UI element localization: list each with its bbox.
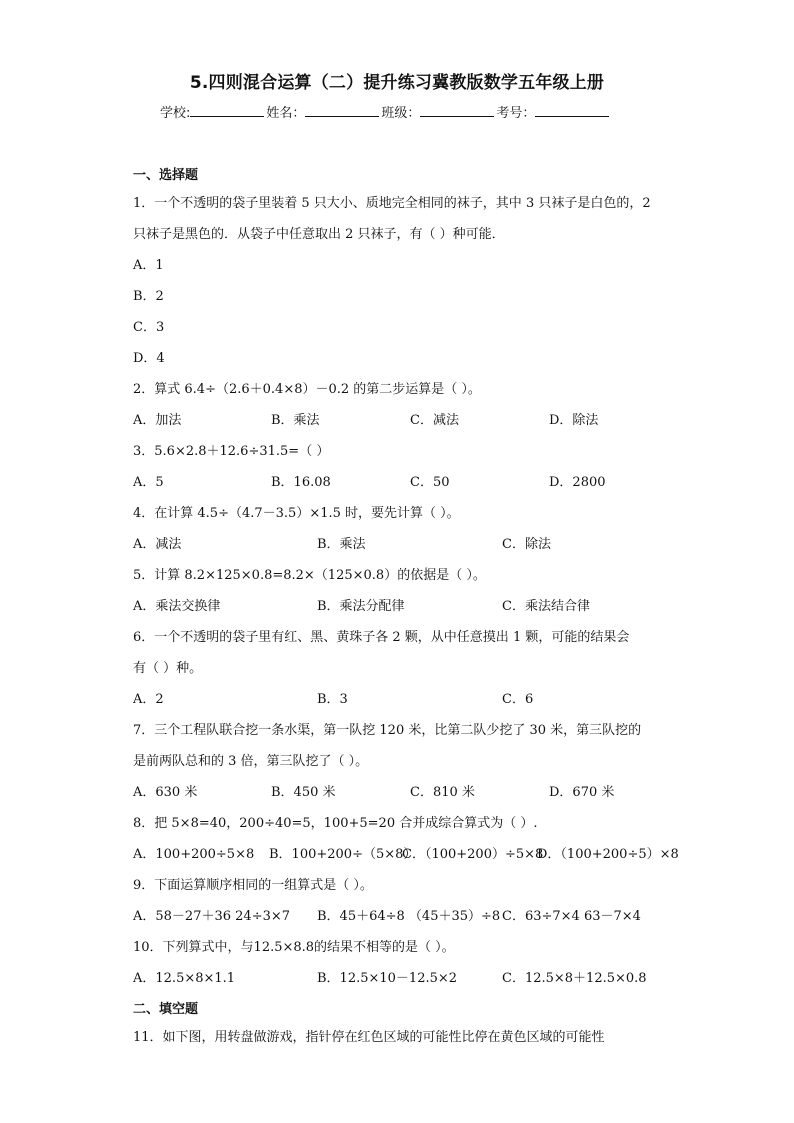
question-3-option-b: B．16.08: [271, 475, 331, 490]
question-4-stem: 4．在计算 4.5÷（4.7－3.5）×1.5 时，要先计算（ ）。: [133, 506, 460, 521]
question-5-option-b: B．乘法分配律: [317, 599, 405, 614]
question-2-option-a: A．加法: [133, 413, 182, 428]
question-5-option-a: A．乘法交换律: [133, 599, 221, 614]
question-1-option-a: A．1: [133, 258, 164, 273]
question-9-option-c: C．63÷7×4 63－7×4: [502, 909, 641, 924]
page-title: 5.四则混合运算（二）提升练习冀教版数学五年级上册: [189, 73, 605, 93]
name-blank[interactable]: [305, 104, 379, 117]
question-6-line-1: 6．一个不透明的袋子里有红、黑、黄珠子各 2 颗，从中任意摸出 1 颗，可能的结果会: [133, 630, 630, 645]
question-1-option-d: D．4: [133, 351, 165, 366]
question-2-option-d: D．除法: [549, 413, 599, 428]
question-7-options: [133, 777, 673, 808]
question-7-option-d: D．670 米: [549, 785, 615, 800]
question-10-option-b: B．12.5×10－12.5×2: [317, 971, 458, 986]
question-10-options: [133, 963, 673, 994]
question-7-line-2: 是前两队总和的 3 倍，第三队挖了（ ）。: [133, 754, 369, 769]
question-7-line-1: 7．三个工程队联合挖一条水渠，第一队挖 120 米，比第二队少挖了 30 米，第三队挖的: [133, 723, 642, 738]
name-label: 姓名：: [266, 106, 306, 121]
question-2-option-c: C．减法: [410, 413, 459, 428]
school-label: 学校:: [160, 106, 191, 121]
question-3-option-a: A．5: [133, 475, 164, 490]
question-1-option-c: C．3: [133, 320, 165, 335]
question-content: [133, 164, 679, 1053]
question-4-option-a: A．减法: [133, 537, 182, 552]
question-1-line-2: 只袜子是黑色的．从袋子中任意取出 2 只袜子，有（ ）种可能．: [133, 227, 505, 242]
question-4-option-b: B．乘法: [317, 537, 366, 552]
question-3-option-d: D．2800: [549, 475, 606, 490]
question-8-option-b: B．100+200÷（5×8）: [269, 847, 417, 862]
question-2-options: [133, 405, 673, 436]
student-info-line: [160, 102, 611, 121]
question-11-stem: 11．如下图，用转盘做游戏，指针停在红色区域的可能性比停在黄色区域的可能性: [133, 1030, 605, 1045]
question-7-option-a: A．630 米: [133, 785, 198, 800]
question-9-stem: 9．下面运算顺序相同的一组算式是（ ）。: [133, 878, 373, 893]
question-10-stem: 10．下列算式中，与12.5×8.8的结果不相等的是（ ）。: [133, 940, 455, 955]
question-4-options: [133, 529, 673, 560]
section-heading-fill-blank: 二、填空题: [133, 1002, 199, 1017]
question-1-line-1: 1．一个不透明的袋子里装着 5 只大小、质地完全相同的袜子，其中 3 只袜子是白色的，2: [133, 196, 651, 211]
question-8-options: [133, 839, 679, 870]
question-7-option-c: C．810 米: [410, 785, 475, 800]
question-4-option-c: C．除法: [502, 537, 551, 552]
question-3-stem: 3．5.6×2.8＋12.6÷31.5=（ ）: [133, 444, 330, 459]
question-5-option-c: C．乘法结合律: [502, 599, 590, 614]
question-5-stem: 5．计算 8.2×125×0.8=8.2×（125×0.8）的依据是（ ）。: [133, 568, 486, 583]
question-10-option-a: A．12.5×8×1.1: [133, 971, 236, 986]
question-8-option-c: C．（100+200）÷5×8: [402, 847, 544, 862]
question-1-option-b: B．2: [133, 289, 164, 304]
question-2-stem: 2．算式 6.4÷（2.6＋0.4×8）－0.2 的第二步运算是（ ）。: [133, 382, 481, 397]
question-9-options: [133, 901, 673, 932]
class-label: 班级：: [381, 106, 421, 121]
question-8-option-a: A．100+200÷5×8: [133, 847, 255, 862]
exam-no-label: 考号：: [496, 106, 536, 121]
question-3-options: [133, 467, 673, 498]
question-3-option-c: C．50: [410, 475, 450, 490]
class-blank[interactable]: [420, 104, 494, 117]
school-blank[interactable]: [190, 104, 264, 117]
question-10-option-c: C．12.5×8＋12.5×0.8: [502, 971, 647, 986]
question-5-options: [133, 591, 673, 622]
question-6-option-a: A．2: [133, 692, 164, 707]
question-6-line-2: 有（ ）种。: [133, 661, 203, 676]
question-6-option-c: C．6: [502, 692, 534, 707]
question-2-option-b: B．乘法: [271, 413, 320, 428]
question-8-stem: 8．把 5×8=40，200÷40=5，100+5=20 合并成综合算式为（ ）.: [133, 816, 538, 831]
question-9-option-a: A．58－27＋36 24÷3×7: [133, 909, 291, 924]
section-heading-choice: 一、选择题: [133, 168, 199, 183]
question-6-option-b: B．3: [317, 692, 348, 707]
exam-no-blank[interactable]: [535, 104, 609, 117]
question-9-option-b: B．45＋64÷8 （45＋35）÷8: [317, 909, 501, 924]
question-8-option-d: D．（100+200÷5）×8: [537, 847, 679, 862]
question-6-options: [133, 684, 673, 715]
question-7-option-b: B．450 米: [271, 785, 336, 800]
